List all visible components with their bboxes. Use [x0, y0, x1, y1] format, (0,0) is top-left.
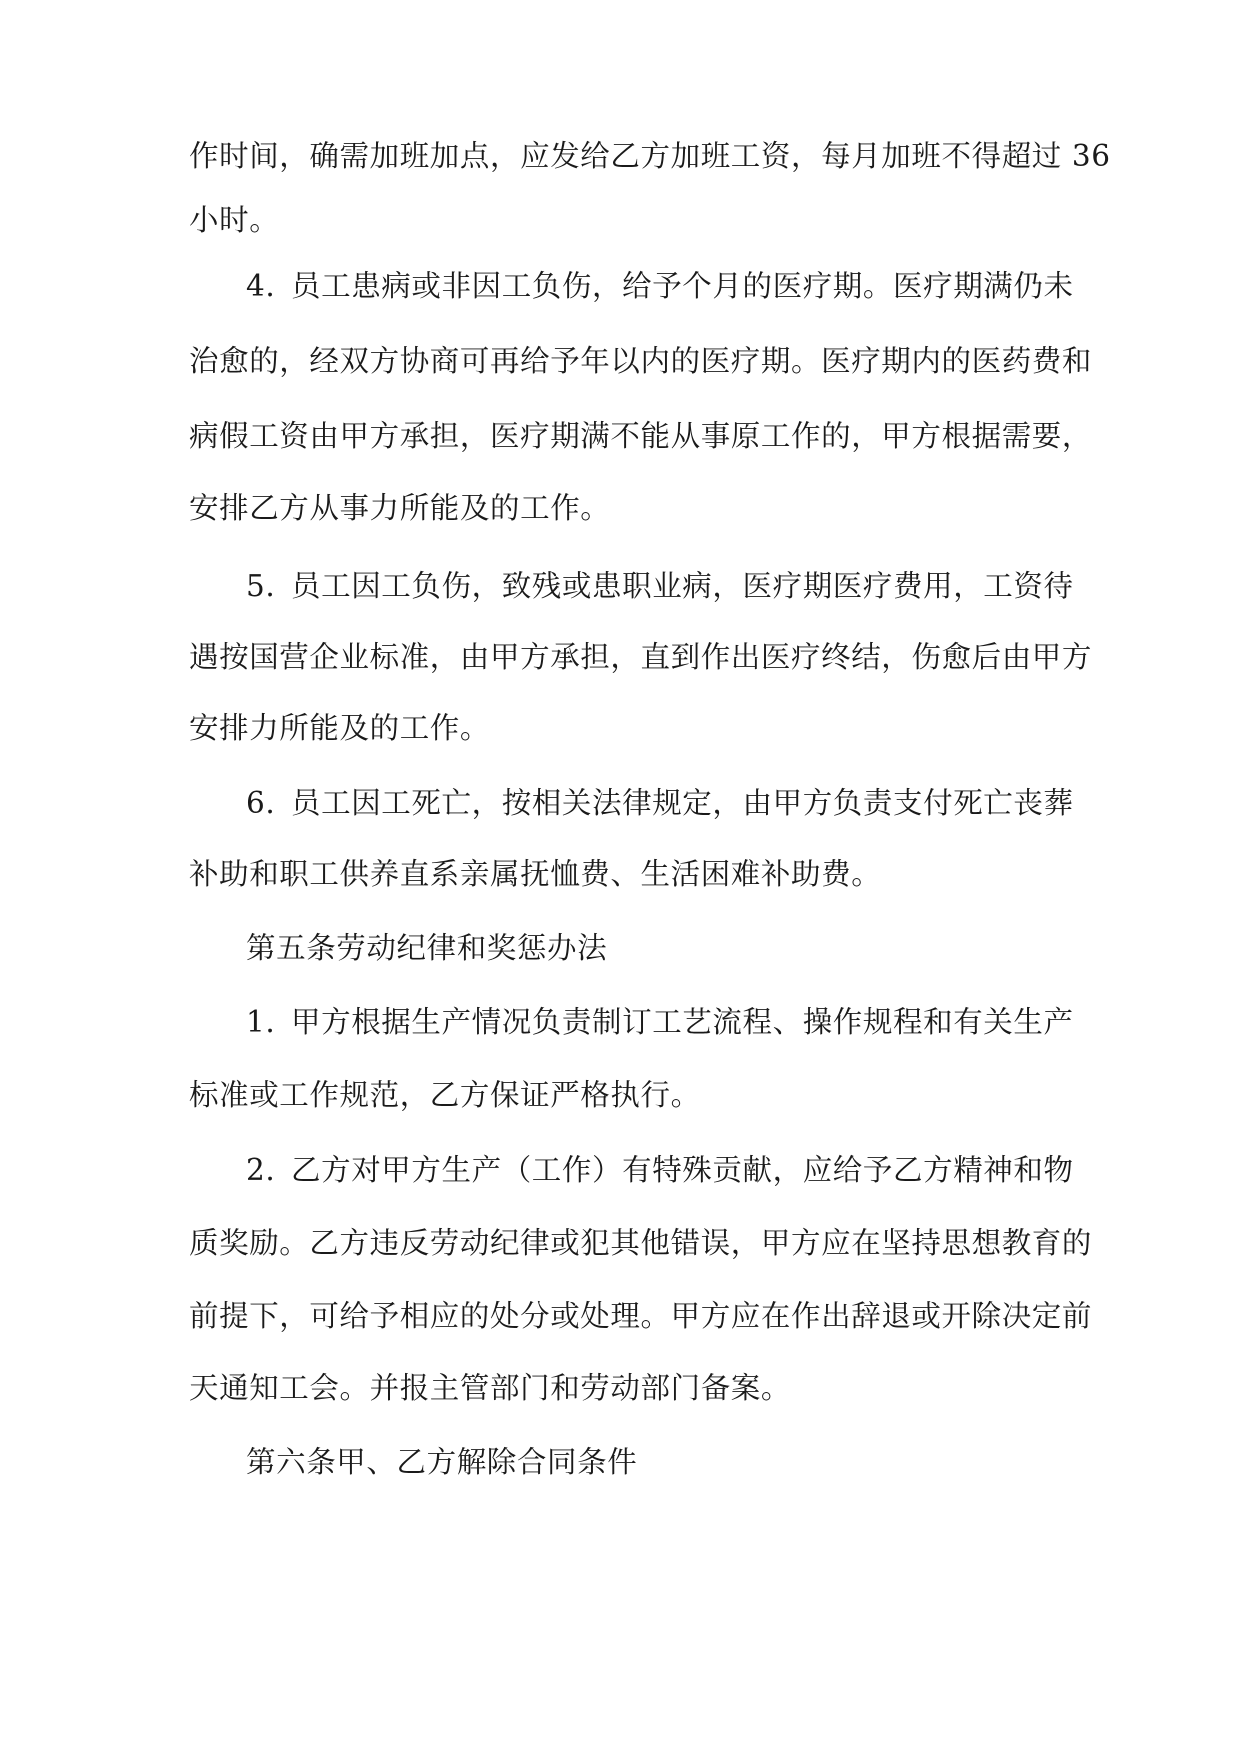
paragraph-line: 病假工资由甲方承担，医疗期满不能从事原工作的，甲方根据需要，	[189, 419, 1093, 453]
list-item-text: 员工因工死亡，按相关法律规定，由甲方负责支付死亡丧葬	[291, 786, 1074, 820]
paragraph-line: 质奖励。乙方违反劳动纪律或犯其他错误，甲方应在坚持思想教育的	[189, 1226, 1093, 1260]
list-item-text: 员工因工负伤，致残或患职业病，医疗期医疗费用，工资待	[291, 569, 1074, 603]
list-number: 6.	[246, 786, 276, 820]
list-number: 4.	[246, 269, 276, 303]
list-item-text: 甲方根据生产情况负责制订工艺流程、操作规程和有关生产	[291, 1005, 1074, 1039]
paragraph-line: 安排力所能及的工作。	[189, 711, 491, 745]
list-item-5-line	[246, 566, 1074, 606]
list-item-4-line	[246, 266, 1074, 306]
paragraph-line: 标准或工作规范，乙方保证严格执行。	[189, 1078, 701, 1112]
paragraph-line: 治愈的，经双方协商可再给予年以内的医疗期。医疗期内的医药费和	[189, 344, 1093, 378]
paragraph-line: 作时间，确需加班加点，应发给乙方加班工资，每月加班不得超过 36	[189, 139, 1111, 173]
paragraph-line: 遇按国营企业标准，由甲方承担，直到作出医疗终结，伤愈后由甲方	[189, 640, 1093, 674]
paragraph-line: 补助和职工供养直系亲属抚恤费、生活困难补助费。	[189, 857, 882, 891]
list-number: 5.	[246, 569, 276, 603]
paragraph-line: 前提下，可给予相应的处分或处理。甲方应在作出辞退或开除决定前	[189, 1299, 1093, 1333]
list-item-text: 员工患病或非因工负伤，给予个月的医疗期。医疗期满仍未	[291, 269, 1074, 303]
section-heading: 第五条劳动纪律和奖惩办法	[246, 931, 608, 965]
list-number: 2.	[246, 1153, 276, 1187]
list-item-text: 乙方对甲方生产（工作）有特殊贡献，应给予乙方精神和物	[291, 1153, 1074, 1187]
list-item-2-line	[246, 1150, 1074, 1190]
paragraph-line: 小时。	[189, 203, 280, 237]
list-number: 1.	[246, 1005, 276, 1039]
section-heading: 第六条甲、乙方解除合同条件	[246, 1445, 638, 1479]
paragraph-line: 安排乙方从事力所能及的工作。	[189, 491, 611, 525]
list-item-1-line	[246, 1002, 1074, 1042]
list-item-6-line	[246, 783, 1074, 823]
paragraph-line: 天通知工会。并报主管部门和劳动部门备案。	[189, 1371, 792, 1405]
